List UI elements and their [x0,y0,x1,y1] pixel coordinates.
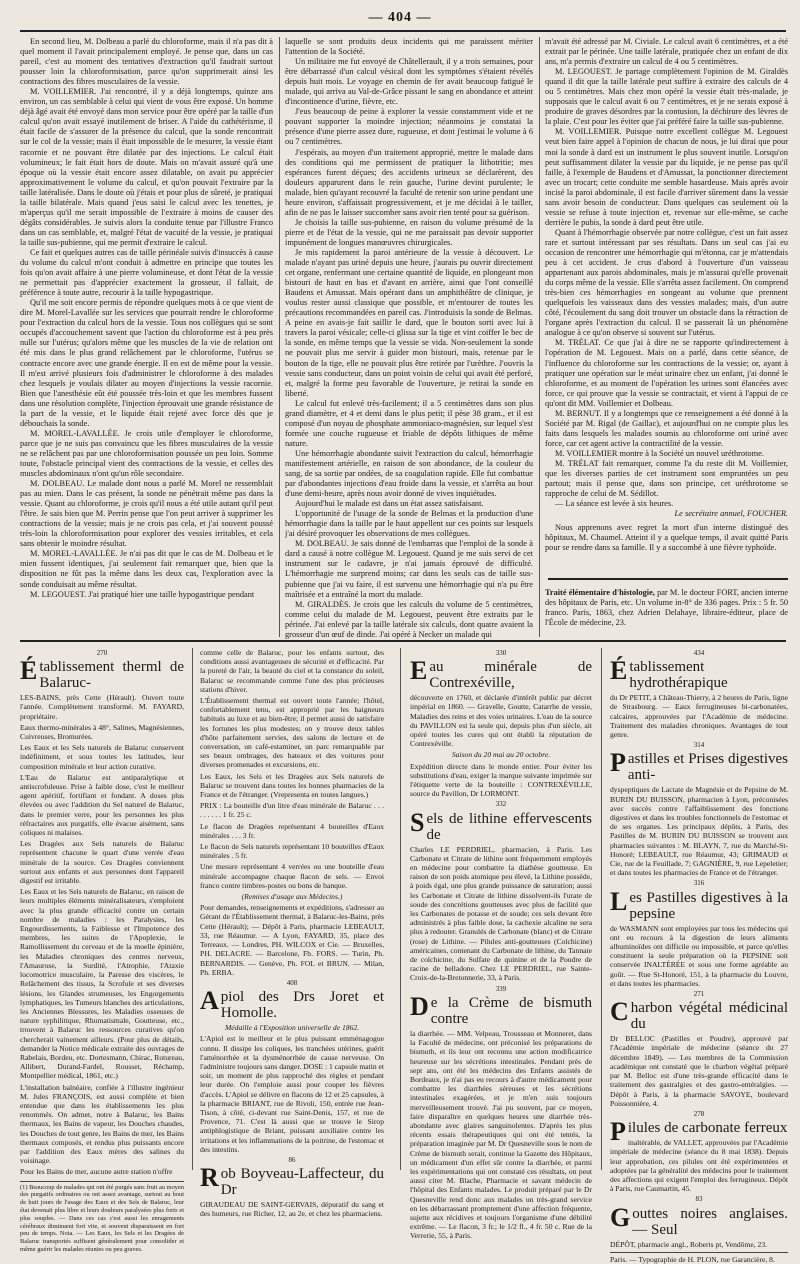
ad-number: 434 [693,649,705,657]
paragraph: M. VOILLEMIER montre à la Société un nouvel uréthrotome. [555,448,764,458]
paragraph: M. VOILLEMIER. J'ai rencontré, il y a déjà longtemps, quinze ans environ, un cas semblable à celui qui vient de vous être exposé. Un homme déjà âgé avait été envoyé dans mon service pour être opéré par la taille d'un calcul qu'on avait essayé inutilement de briser. A l'aide du cathétérisme, il était facile de s'assurer de la présence du calcul, que la sonde rencontrait sur le col de la vessie; mais il était impossible de le mesurer, la vessie étant racornie et ne pouvant être dilatée par des injections. Le calcul était volumineux; le fait était hors de doute. Mais on m'avait assuré qu'à une époque où la vessie était encore assez dilatable, on avait pu apprécier approximativement le volume du calcul, et qu'on pouvait l'extraire par la taille latéralisée. Dans le doute où j'étais et pour plus de sûreté, je pratiquai la taille bilatérale. Mais quand j'eus saisi le calcul avec les tenettes, je m'aperçus qu'il me serait impossible de l'extraire à moins de causer des dégâts considérables. Je suivis alors la conduite tenue par l'illustre Franco dans un cas semblable, et, malgré l'état de vacuité de la vessie, je pratiquai la taille sus-pubienne, qui me permit d'extraire le calcul. [20,87,273,247]
paragraph: M. VOILLEMIER. Puisque notre excellent collègue M. Legouest veut bien faire appel à l'opinion de chacun de nous, je lui dirai que pour moi la sonde à dard est un instrument le plus souvent inutile. Lorsqu'on peut suffisamment dilater la vessie par du liquide, je ne pense pas qu'il faille, à l'exemple de Baudens et d'Amussat, la ponctionner directement avec un trocart; cette conduite me semble hasardeuse. Mais après avoir incisé la paroi abdominale, il est facile d'arriver sûrement dans la vessie sans avoir besoin de conducteur. Dans quelques cas seulement où la vessie se refuse à toute injection et, revenue sur elle-même, se cache derrière le pubis, la sonde à dard peut être utile. [545,127,788,227]
ad-number: 270 [96,649,108,657]
ad-paragraph: Une mesure représentant 4 verrées ou une bouteille d'eau minérale accompagne chaque flacon de sels. — Envoi franco contre timbres-postes ou bons de banque. [200,862,384,890]
ad-paragraph: L'Eau de Balaruc est antiparalytique et antiscrofuleuse. Prise à faible dose, c'est le meilleur agent apéritif, fortifiant et fondant. A doses plus élevées ou avec l'addition du Sel naturel de Balaruc, dans le premier verre, pour les personnes les plus réfractaires aux purgatifs, elle évacue aisément, sans coliques ni malaises. [20,772,184,838]
column-divider [539,37,540,637]
ad-number: 316 [693,879,705,888]
secretary-signature: Le secrétaire annuel, FOUCHER. [674,509,788,519]
ad-paragraph: de WASMANN sont employées par tous les médecins qui ont eu recours à la digestion de leurs aliments albuminoïdes ont difficile ou impossible, et parce qu'elles constituent la seule préparation où la PEPSINE soit conservée INALTÉRÉE et sous une forme agréable au goût. — Rue St-Honoré, 151, à la pharmacie du Louvre, et dans toutes les pharmacies. [610,923,788,988]
ad-title-text: harbon végétal médicinal du [630,1000,788,1033]
ad-season: Saison du 20 mai au 20 octobre. [451,750,551,760]
paragraph: M. MOREL-LAVALLÉE. Je n'ai pas dit que le cas de M. Dolbeau et le mien fussent identiques, j'ai seulement fait remarquer que, bien que la disposition ne fût pas la même dans les deux cas, l'exploration avec la sonde conduisait au même résultat. [20,549,273,589]
paragraph: laquelle se sont produits deux incidents qui me paraissent mériter l'attention de la Société. [285,37,533,57]
price-line: Le flacon de Sels naturels représentant 10 bouteilles d'Eaux minérales . 5 fr. [200,842,384,861]
ad-number: 330 [495,649,507,657]
section-rule [548,578,788,580]
paragraph: Quant à l'hémorrhagie observée par notre collègue, c'est un fait assez rare et surtout intéressant par ses résultats. Dans un seul cas j'ai eu occasion de rencontrer une hémorrhagie qui m'étonna, car je m'attendais peu à cet accident. Je crus d'abord à l'ouverture d'un vaisseau appartenant aux parois abdominales, mais je m'assurai qu'elle provenait du corps même de la vessie. Elle s'arrêta assez facilement. On comprend très-bien ces hémorrhagies en songeant au volume que prennent quelquefois les vaisseaux dans des vessies malades; mais, d'un autre côté, l'écoulement du sang doit trouver un obstacle dans la rétraction de l'organe après l'extraction du calcul. Il se passerait là un phénomène analogue à ce qu'on observe si souvent sur l'utérus. [545,227,788,338]
book-details: par M. le docteur FORT, ancien interne des hôpitaux de Paris, etc. Un volume in-8° de 336 pages. Prix : 5 fr. 50 franco. Paris, 1863, chez Adrien Delahaye, libraire-éditeur, place de l'École de médecine, 23. [545,588,789,627]
paragraph: M. BERNUT. Il y a longtemps que ce renseignement a été donné à la Société par M. Rigal (de Gaillac), et aujourd'hui on ne compte plus les faits dans lesquels les malades soumis au chloroforme ont uriné avec force, car cet agent active la contractilité de la vessie. [545,408,788,448]
ad-title-text: piol des Drs Joret et Homolle. [220,989,384,1022]
advertisement-rule [20,640,786,642]
ad-paragraph: comme celle de Balaruc, pour les enfants surtout, des conditions aussi avantageuses de sécurité et d'efficacité. Par la pureté de l'air, la beauté du ciel et la constance du soleil, Balaruc se recommande comme l'une des plus précieuses stations d'hiver. [200,648,384,694]
paragraph: Aujourd'hui le malade est dans un état assez satisfaisant. [295,499,484,509]
ad-column-divider [400,648,401,1170]
ad-number: 314 [693,741,705,750]
ad-intro: LES-BAINS, près Cette (Hérault). Ouvert toute l'année. Complètement transformé. M. FAYARD, propriétaire. [20,693,184,721]
ad-title-text: e la Crème de bismuth contre [430,994,592,1027]
ad-number: 271 [693,990,705,999]
ad-title-text: tablissement therml de Balaruc- [39,659,184,692]
ad-paragraph: inaltérable, de VALLET, approuvées par l'Académie impériale de médecine (séance du 8 mai 1838). Depuis leur approbation, ces pilules ont été expérimentées et adoptées par la généralité des médecins pour le traitement des affections qui exigent l'emploi des ferrugineux. Dépôt à Paris, rue Caumartin, 45. [610,1138,788,1194]
ad-title [410,656,592,692]
paragraph: Qu'il me soit encore permis de répondre quelques mots à ce que vient de dire M. Morel-Lavallée sur les services que pourrait rendre le chloroforme pour l'extraction du calcul hors de la vessie. Tous nos collègues qui se sont occupés d'accouchement savent que l'action du chloroforme est à peu près nulle sur l'utérus; qu'alors même que les muscles de la vie de relation ont été mis dans le plus grand relâchement par le chloroforme, l'utérus se contracte encore avec une grande énergie. Il en est de même pour la vessie. Il m'est arrivé plusieurs fois d'administrer le chloroforme à des malades chez lesquels je voulais dilater au moyen d'injections la vessie racornie. Bien que l'anesthésie eût été poussée très-loin et que les membres fussent dans une résolution complète, l'injection éprouvait une grande résistance de la part de la vessie, et le liquide était rejeté avec force dès que je débouchais la sonde. [20,298,273,428]
ad-subtitle: Médaille à l'Exposition universelle de 1862. [224,1023,360,1033]
bibliography-notice [545,588,788,628]
paragraph: M. DOLBEAU. Le malade dont nous a parlé M. Morel ne ressemblait pas au mien. Dans le cas présent, la sonde ne pénétrait même pas dans la vessie. Quant au chloroforme, je crois qu'il nous a été utile autant qu'il peut l'être. Je sais bien que M. Perrin pense que l'on peut arriver à supprimer les contractions de la vessie; mais je ne crois pas cela, et j'ai souvent poussé très-loin la chloroformisation pour explorer des vessies irritables, et cela sans obtenir le moindre résultat. [20,479,273,549]
ad-paragraph: Pour demandes, renseignements et expéditions, s'adresser au Gérant de l'Établissement thermal, à Balaruc-les-Bains, près Cette (Hérault); — Dépôt à Paris, pharmacie LEBEAULT, 33, rue Réaumur. — A Lyon, FAYARD, 35, place des Terreaux. — Londres, PH. WILCOX et Cie. — Bruxelles, PH. DELACRE. — Barcelone, Fb. FORS. — Turin, Ph. BERNARDIS. — Genève, Ph. FOL et BRUN. — Milan, Ph. ERBA. [200,903,384,977]
drop-cap: C [610,997,629,1027]
ad-paragraph: du Dr PETIT, à Château-Thierry, à 2 heures de Paris, ligne de Strasbourg. — Eaux ferrugineuses bi-carbonatées, calcaires, approuvées par l'Académie de médecine. Traitement des maladies chroniques. Avantages de tout genre. [610,693,788,740]
ad-paragraph: DÉPÔT, pharmacie angl., Roberts pt, Vendôme, 23. [610,1239,768,1249]
ad-paragraph: (Remises d'usage aux Médecins.) [241,892,343,902]
ad-number: 332 [495,800,507,809]
ad-title-text: astilles et Prises digestives anti- [627,751,788,784]
ad-number: 83 [695,1195,703,1204]
paragraph: — La séance est levée à six heures. [555,499,674,509]
obituary-note: Nous apprenons avec regret la mort d'un interne distingué des hôpitaux, M. Chaumel. Atteint il y a quelque temps, il avait quitté Paris pour se rendre dans sa famille. Il y a succombé à une fièvre typhoïde. [545,523,788,553]
article-column-2 [285,37,533,639]
ad-title-text: els de lithine effervescents de [426,810,592,843]
ad-paragraph: Expédition directe dans le monde entier. Pour éviter les substitutions d'eau, exiger la marque suivante imprimée sur l'étiquette verte de la bouteille : CONTREXÉVILLE, source du Pavillon, Dr LORMONT. [410,761,592,799]
paragraph: Une hémorrhagie abondante suivit l'extraction du calcul, hémorrhagie manifestement artérielle, en raison de son abondance, de la couleur du sang, de sa sortie par ondées, de sa coagulation rapide. Elle fut combattue par d'abondantes injections d'eau froide dans la vessie, et s'arrêta au bout d'une demi-heure, après nous avoir donné de vives inquiétudes. [285,448,533,499]
drop-cap: P [610,1117,626,1147]
ad-paragraph: L'Apiol est le meilleur et le plus puissant emménagogue connu. Il dissipe les coliques, les tranchées utérines, guérit l'aménorrhée et la dysménorrhée de cause nerveuse. On l'administre toujours sans danger. DOSE : 1 capsule matin et soir, un moment de plus rapproché des règles et pendant leur durée. On l'emploie aussi pour couper les fièvres d'accès. L'Apiol se délivre en flacons de 12 et 25 capsules, à la pharmacie BRIANT, rue de Rivoli, 150, entrée rue Jean-Tison, à côté, ci-devant rue Saint-Denis, 157, et rue de Provence, 71. C'est là aussi que se trouve le Sirop antiphlogistique de Briant, puissant auxiliaire contre les irritations et les inflammations de la poitrine, de l'estomac et des intestins. [200,1034,385,1154]
ad-number: 278 [693,1109,705,1118]
ad-number: 408 [286,978,298,987]
ad-paragraph: Les Eaux, les Sels et les Dragées aux Sels naturels de Balaruc se trouvent dans toutes les bonnes pharmacies de la France et de l'étranger. (Vrepresenta en toutes langues.) [200,771,384,800]
ad-title [20,656,184,692]
ad-title-text: ob Boyveau-Laffecteur, du Dr [220,1166,384,1199]
ad-number: 339 [495,984,507,993]
ad-title [410,807,592,843]
paragraph: Ce fait et quelques autres cas de taille périnéale suivis d'insuccès à cause du volume du calcul m'ont conduit à admettre en principe que toutes les fois qu'on avait affaire à une pierre volumineuse, et dont l'état de la vessie ne permettait pas d'apprécier exactement la grosseur, il fallait, de préférence à toute autre, recourir à la taille hypogastrique. [20,247,273,298]
drop-cap: R [200,1163,219,1193]
ad-paragraph: la diarrhée. — MM. Velpeau, Trousseau et Monneret, dans la Faculté de médecine, ont préconisé les préparations de bismuth, et ils leur ont reconnu une action modificatrice heureuse sur les sécrétions intestinales. Pendant près de sept ans, ont été les médecins des Enfants assistés de Bordeaux, je n'ai pas eu recours à d'autre médicament pour combattre les diarrhées séreuses et les sécrétions intestinales exagérées, et je m'en suis toujours merveilleusement trouvé. J'ai pu souvent, par ce moyen, faire disparaître en quelques heures une diarrhée très-abondante avec glaires sanguinolentes. D'après les plus récents essais thérapeutiques qui ont été tentés, la préparation imaginée par M. Dr Quesneville sous le nom de Crème de bismuth serait, continue la Gazette des Hôpitaux, un médicament d'un effet sûr contre la diarrhée, et parmi les expérimentations qui ont constaté ces résultats, on peut aussi citer M. Blache, Pharmacie et savant médecin de l'hôpital des Enfants malades. Le produit préparé par le Dr Quesneville rend donc aux malades un très-grand service en les débarrassant promptement d'une affection fréquente, sujette aux récidives et toujours l'organisme d'une débilité extrême. — Le flacon, 3 fr.; le 1/2 fl., 4 fr. 50 c. Rue de la Verrerie, 55, à Paris. [410,1028,592,1241]
ad-paragraph: Les Dragées aux Sels naturels de Balaruc représentent chacune le quart d'une verrée d'eau minérale de la source. Ces Dragées conviennent surtout aux enfants et aux personnes dont l'appareil digestif est irritable. [20,839,184,886]
paragraph: m'avait été adressé par M. Civiale. Le calcul avait 6 centimètres, et a été extrait par le périnée. Une taille latérale, pratiquée chez un enfant de dix ans, m'a permis d'extraire un calcul de 4 ou 5 centimètres. [545,37,788,67]
drop-cap: S [410,807,425,837]
ad-title [610,1117,788,1147]
ad-title [610,1202,788,1238]
ad-paragraph: L'Établissement thermal est ouvert toute l'année; l'hôtel, confortablement tenu, est approprié par les baigneurs habitués au luxe et au bien-être; il permet aussi de satisfaire les fortunes les plus modestes; on y trouve deux tables d'hôte parfaitement servies, des salons de lecture et de conversation, un café-estaminet, un parc remarquable par ses beaux ombrages, des bateaux et des voitures pour diverses promenades et excursions, etc. [200,696,384,770]
drop-cap: G [610,1202,631,1232]
ad-title [610,656,788,692]
ad-column-divider [601,648,602,1170]
drop-cap: P [610,748,626,778]
ad-paragraph: découverte en 1760, et déclarée d'intérêt public par décret impérial en 1860. — Gravelle, Goutte, Catarrhe de vessie, Maladies des reins et des voies urinaires. L'eau de la source du PAVILLON est la seule qui, depuis plus d'un siècle, ait opéré toutes les cures qui ont établi la réputation de Contrexéville. [410,693,592,749]
ad-paragraph: GIRAUDEAU DE SAINT-GERVAIS, dépuratif du sang et des humeurs, rue Richer, 12, au 2e, et chez les pharmaciens. [200,1200,384,1219]
ad-column-2 [200,648,385,1219]
book-title: Traité élémentaire d'histologie, [545,588,655,597]
page-number: — 404 — [368,10,432,25]
price-line: Le flacon de Dragées représentant 4 bouteilles d'Eaux minérales . . . 3 fr. [200,821,384,840]
paragraph: M. MOREL-LAVALLÉE. Je crois utile d'employer le chloroforme, parce que je ne suis pas convaincu que les fibres musculaires de la vessie ne se relâchent pas par une chloroformisation poussée un peu loin. Somme toute, l'obstacle principal vient des contractions de la vessie, et celles des muscles abdominaux n'ont qu'un rôle secondaire. [20,428,273,479]
ad-title [200,1163,384,1199]
drop-cap: E [410,656,428,686]
ad-column-3 [410,648,592,1241]
ad-title [200,986,384,1022]
paragraph: J'eus beaucoup de peine à explorer la vessie constamment vide et ne pouvant supporter la moindre injection; néanmoins je constatai la présence d'une pierre assez dure, rugueuse, et dont j'estimai le volume à 6 ou 7 centimètres. [285,107,533,147]
drop-cap: A [200,986,219,1016]
paragraph: Je choisis la taille sus-pubienne, en raison du volume présumé de la pierre et de l'état de la vessie, qui ne me paraissait pas devoir supporter impunément de longues manœuvres chirurgicales. [285,217,533,247]
drop-cap: É [610,656,628,686]
drop-cap: L [610,886,628,916]
header-rule [20,30,786,32]
footnote: (1) Beaucoup de malades qui ont été purgés sans fruit au moyen des purgatifs ordinaires ou ont assez avantage, surtout au bout de huit jours de l'usage des Eaux et des Sels de Balaruc, leur état devenait plus libre et leurs douleurs paralysées plus forts et plus souples. — Dans ces cas c'est aussi les enragements cérébraux diminuent fort vite, et souvent disparaissent en fort peu de temps. Nota. — Les Eaux, les Sels et les Dragées de Balaruc transportés suffisent généralement pour consolider et même guérir les malades réunies ou peu graves. [20,1181,184,1254]
ad-paragraph: Eaux thermo-minérales à 48°, Salines, Magnésiennes, Cuivreuses, Bromurées. [20,722,184,742]
paragraph: Je mis rapidement la paroi antérieure de la vessie à découvert. Le malade n'ayant pas uriné depuis une heure, j'aurais pu ouvrir directement cet organe, renfermant une certaine quantité de liquide, en plongeant mon bistouri de haut en bas et d'avant en arrière, ainsi que l'ont conseillé Baudens et Amussat. Mais opérant dans un amphithéâtre de clinique, je voulus rester aussi classique que possible, et m'entourer de toutes les précautions recommandées en pareil cas. J'introduisis la sonde de Belmas. A peine en avais-je fait saillir le dard, que le bouton sorti avec lui à travers la paroi vésicale; celle-ci glissa sur la tige et vint coiffer le bec de la sonde, en même temps que la vessie se vida. Non-seulement la sonde ne pouvait plus me servir à guider mon bistouri, mais, retenue par le bouton de la tige, elle ne pouvait plus être retirée par l'urèthre. J'ouvris la vessie sans conducteur, dans un point voisin de celui qui avait été perforé, et, malgré la forme peu favorable de l'ouverture, je retirai la sonde en liberté. [285,247,533,398]
ad-title [410,991,592,1027]
drop-cap: É [20,656,38,686]
printer-imprint: Paris. — Typographie de H. PLON, rue Garancière, 8. [610,1252,788,1264]
paragraph: Le calcul fut enlevé très-facilement; il a 5 centimètres dans son plus grand diamètre, et 4 et demi dans le plus petit; il pèse 38 gram., et il est composé d'un noyau de phosphate ammoniaco-magnésien, sur lequel s'est formée une couche rugueuse et friable de dépôts lithiques de même nature. [285,398,533,448]
paragraph: J'espérais, au moyen d'un traitement approprié, mettre le malade dans des conditions qui me permissent de pratiquer la lithotritie; mes espérances furent déçues; des accidents urineux se déclarèrent, des douleurs apparurent dans le rein gauche, l'urine devint purulente; le malade, bien qu'ayant recouvré la faculté de retenir son urine pendant une heure environ, s'affaissait progressivement, et je me décidai à le tailler, afin de ne pas le laisser succomber sans avoir rien tenté pour sa guérison. [285,147,533,217]
ad-paragraph: Les Eaux et les Sels naturels de Balaruc conservent indéfiniment, et sous toutes les latitudes, leur composition minérale et leur action curative. [20,743,184,771]
ad-paragraph: Dr BELLOC (Pastilles et Poudre), approuvé par l'Académie impériale de médecine (séance du 27 décembre 1849). — Les membres de la Commission académique ont constaté que le charbon végétal préparé par M. Belloc est d'une très-grande efficacité dans le traitement des gastralgies et des gastro-entéralgies. — Dépôt à Paris, à la pharmacie SAVOYE, boulevard Poissonnière, 4. [610,1034,788,1108]
article-column-1 [20,37,273,633]
paragraph: M. GIRALDÈS. Je crois que les calculs du volume de 5 centimètres, comme celui du malade de M. Legouest, peuvent être extraits par le périnée. J'ai enlevé par la taille latérale six calculs, dont quatre avaient la grosseur d'un œuf de dinde. J'ai opéré à Necker un malade qui [285,599,533,639]
article-column-3 [545,37,788,633]
ad-title-text: au minérale de Contrexéville, [429,659,592,692]
ad-paragraph: Pour les Bains de mer, aucune autre station n'offre [20,1167,173,1177]
ad-paragraph: L'installation balnéaire, confiée à l'illustre ingénieur M. Jules FRANÇOIS, est aussi complète et bien entendue que dans les établissements les plus renommés. On admet, notre à Balaruc, les Bains thermaux, les Bains de vapeur, les Douches chaudes, les Douches de tout genre, les Bains de mer, les Bains thermaux composés, et rendus plus puissants encore par l'addition des Eaux mères des salines du voisinage. [20,1082,184,1166]
ad-paragraph: Charles LE PERDRIEL, pharmacien, à Paris. Les Carbonate et Citrate de lithine sont fréquemment employés en médecine pour combattre la diathèse goutteuse. En raison de son poids atomique peu élevé, la Lithine possède, à poids égal, une plus grande puissance de saturation; aussi les Carbonate et Citrate de lithine dissolvent-ils l'urate de soude des concrétions goutteuses avec plus de facilité que les Carbonates de potasse et de soude; ces sels devant être administrés à plus faible dose, la cachexie alcaline ne sera plus à redouter. Granulés de Carbonate (blanc) et de Citrate (rose) de Lithine. — Pilules anti-goutteuses (Colchicine) américaines, contenant du Carbonate de lithine, du Tannate de colchicine, du Sulfate de quinine et de la Poudre de racine de belladone. Chez LE PERDRIEL, rue Sainte-Croix-de-la-Bretonnerie, 33, à Paris. [410,844,592,983]
drop-cap: D [410,991,429,1021]
price-line: PRIX : La bouteille d'un litre d'eau minérale de Balaruc . . . . . . . . . 1 fr. 25 c. [200,801,384,820]
paragraph: M. LEGOUEST. Je partage complètement l'opinion de M. Giraldès quand il dit que la taille latérale peut suffire à extraire des calculs de 4 ou 5 centimètres. Mais chez mon opéré la vessie était très-malade, je supposais que le calcul avait 6 ou 7 centimètres, et je ne serais exposé à produire de graves désordres par la contusion, la déchirure des lèvres de la plaie. C'est pour les éviter que j'ai préféré faire la taille sus-pubienne. [545,67,788,127]
ad-title [610,886,788,922]
paragraph: M. DOLBEAU. Je sais donné de l'embarras que l'emploi de la sonde à dard a causé à notre collègue M. Legouest. Quand je me suis servi de cet instrument sur le cadavre, je n'ai jamais éprouvé de difficulté. L'hémorrhagie me surprend moins; car dans les seuls cas de taille sus-pubienne que j'ai vu faire, il est survenu une hémorrhagie qui n'a pu être maîtrisée et a entraîné la mort du malade. [285,539,533,599]
ad-column-divider [192,648,193,1170]
paragraph: M. TRÉLAT fait remarquer, comme l'a du reste dit M. Voillemier, que les diverses parties de cet instrument sont empruntées un peu partout; mais il pense que, dans son principe, cet uréthrotome se rapproche de celui de M. Sédillot. [545,458,788,499]
page-header [0,0,800,34]
ad-title-text: outtes noires anglaises. — Seul [632,1205,788,1238]
paragraph: En second lieu, M. Dolbeau a parlé du chloroforme, mais il n'a pas dit à quel moment il l'avait principalement employé. Je pense que, dans un cas pareil, c'est au moment des tentatives d'extraction qu'il faudrait surtout pousser loin la chloroformisation, parce qu'on supprimerait ainsi les contractions des fibres musculaires de la vessie. [20,37,273,87]
paragraph: Un militaire me fut envoyé de Châtellerault, il y a trois semaines, pour être débarrassé d'un calcul vésical dont les symptômes s'étaient révélés depuis huit mois. Le voyage en chemin de fer avait beaucoup fatigué le malade, qui arriva au Val-de-Grâce pissant le sang en abondance et atteint d'incontinence d'urine, fièvre, etc. [285,57,533,107]
ad-title-text: ilules de carbonate ferreux [627,1120,788,1137]
ad-paragraph: Les Eaux et les Sels naturels de Balaruc, en raison de leurs multiples éléments minéralisateurs, s'emploient avec la plus grande efficacité contre un certain nombre de maladies : les Paralysies, les Engourdissements, la Faiblesse et l'Impotence des membres, les suites de l'Apoplexie, le Ramollissement du cerveau et de la moelle épinière, les Maladies chroniques des centres nerveux, l'Amaurose, la Surdité, l'Atrophie, l'Ataxie locomotrice musculaire, la Paresse des viscères, le Relâchement des tissus, la Scrofule et ses diverses lésions, les Glandes strumeuses, les Engorgements lymphatiques, les Tumeurs blanches des articulations, les Anciennes Blessures, les Maladies osseuses de nature syphilitique, Rhumatismale, Goutteuse, etc., trouvent à Balaruc les ressources curatives qu'on chercherait vainement ailleurs. (Pour plus de détails, demander la Notice médicale extraite des ouvrages de Rabelais, Bordeu, etc. Dortesmann, Chirac, Rotureau, Allibert, Durand-Fardel, Rousset, Réchamp, Montpellier médical, 1861, etc.) [20,887,184,1081]
ad-title-text: es Pastilles digestives à la pepsine [629,889,788,922]
ad-column-4 [610,648,788,1264]
ad-paragraph: dyspeptiques de Lactate de Magnésie et de Pepsine de M. BURIN DU BUISSON, pharmacien à Lyon, préconisées avec succès contre l'affaiblissement des fonctions digestives et dans les troubles fonctionnels de l'estomac et de ses organes. Les principaux dépôts, à Paris, des Pastilles de M. BURIN DU BUISSON se trouvent aux pharmacies suivantes : M. BLAYN, 7, rue du Marché-St-Honoré; LEBEAULT, rue Réaumur, 43; GRIMAUD et Cie, rue de la Feuillade, 7; GAGNIÈRE, 9, rue Lepeletier; et dans toutes les pharmacies de France et de l'étranger. [610,785,788,878]
paragraph: M. LEGOUEST. J'ai pratiqué hier une taille hypogastrique pendant [30,589,255,599]
ad-column-1 [20,648,184,1253]
ad-title [610,997,788,1033]
paragraph: M. TRÉLAT. Ce que j'ai à dire ne se rapporte qu'indirectement à l'opération de M. Legouest. Mais on a parlé, dans cette séance, de l'influence du chloroforme sur les contractions de la vessie; or, ayant à pratiquer une opération sur le méat urinaire chez un enfant, j'ai donné le chloroforme, et au moment de l'opération les urines sont élancées avec force, ce qui prouve que la vessie se contractait, et vient à l'appui de ce qu'ont dit MM. Voillemier et Dolbeau. [545,338,788,408]
column-divider [279,37,280,637]
ad-title [610,748,788,784]
paragraph: L'opportunité de l'usage de la sonde de Belmas et la production d'une hémorrhagie dans la taille par le haut appellent sur ces points sur lesquels j'ai désiré provoquer les observations de mes collègues. [285,509,533,539]
ad-number: 86 [288,1155,296,1164]
ad-title-text: tablissement hydrothérapique [629,659,728,692]
